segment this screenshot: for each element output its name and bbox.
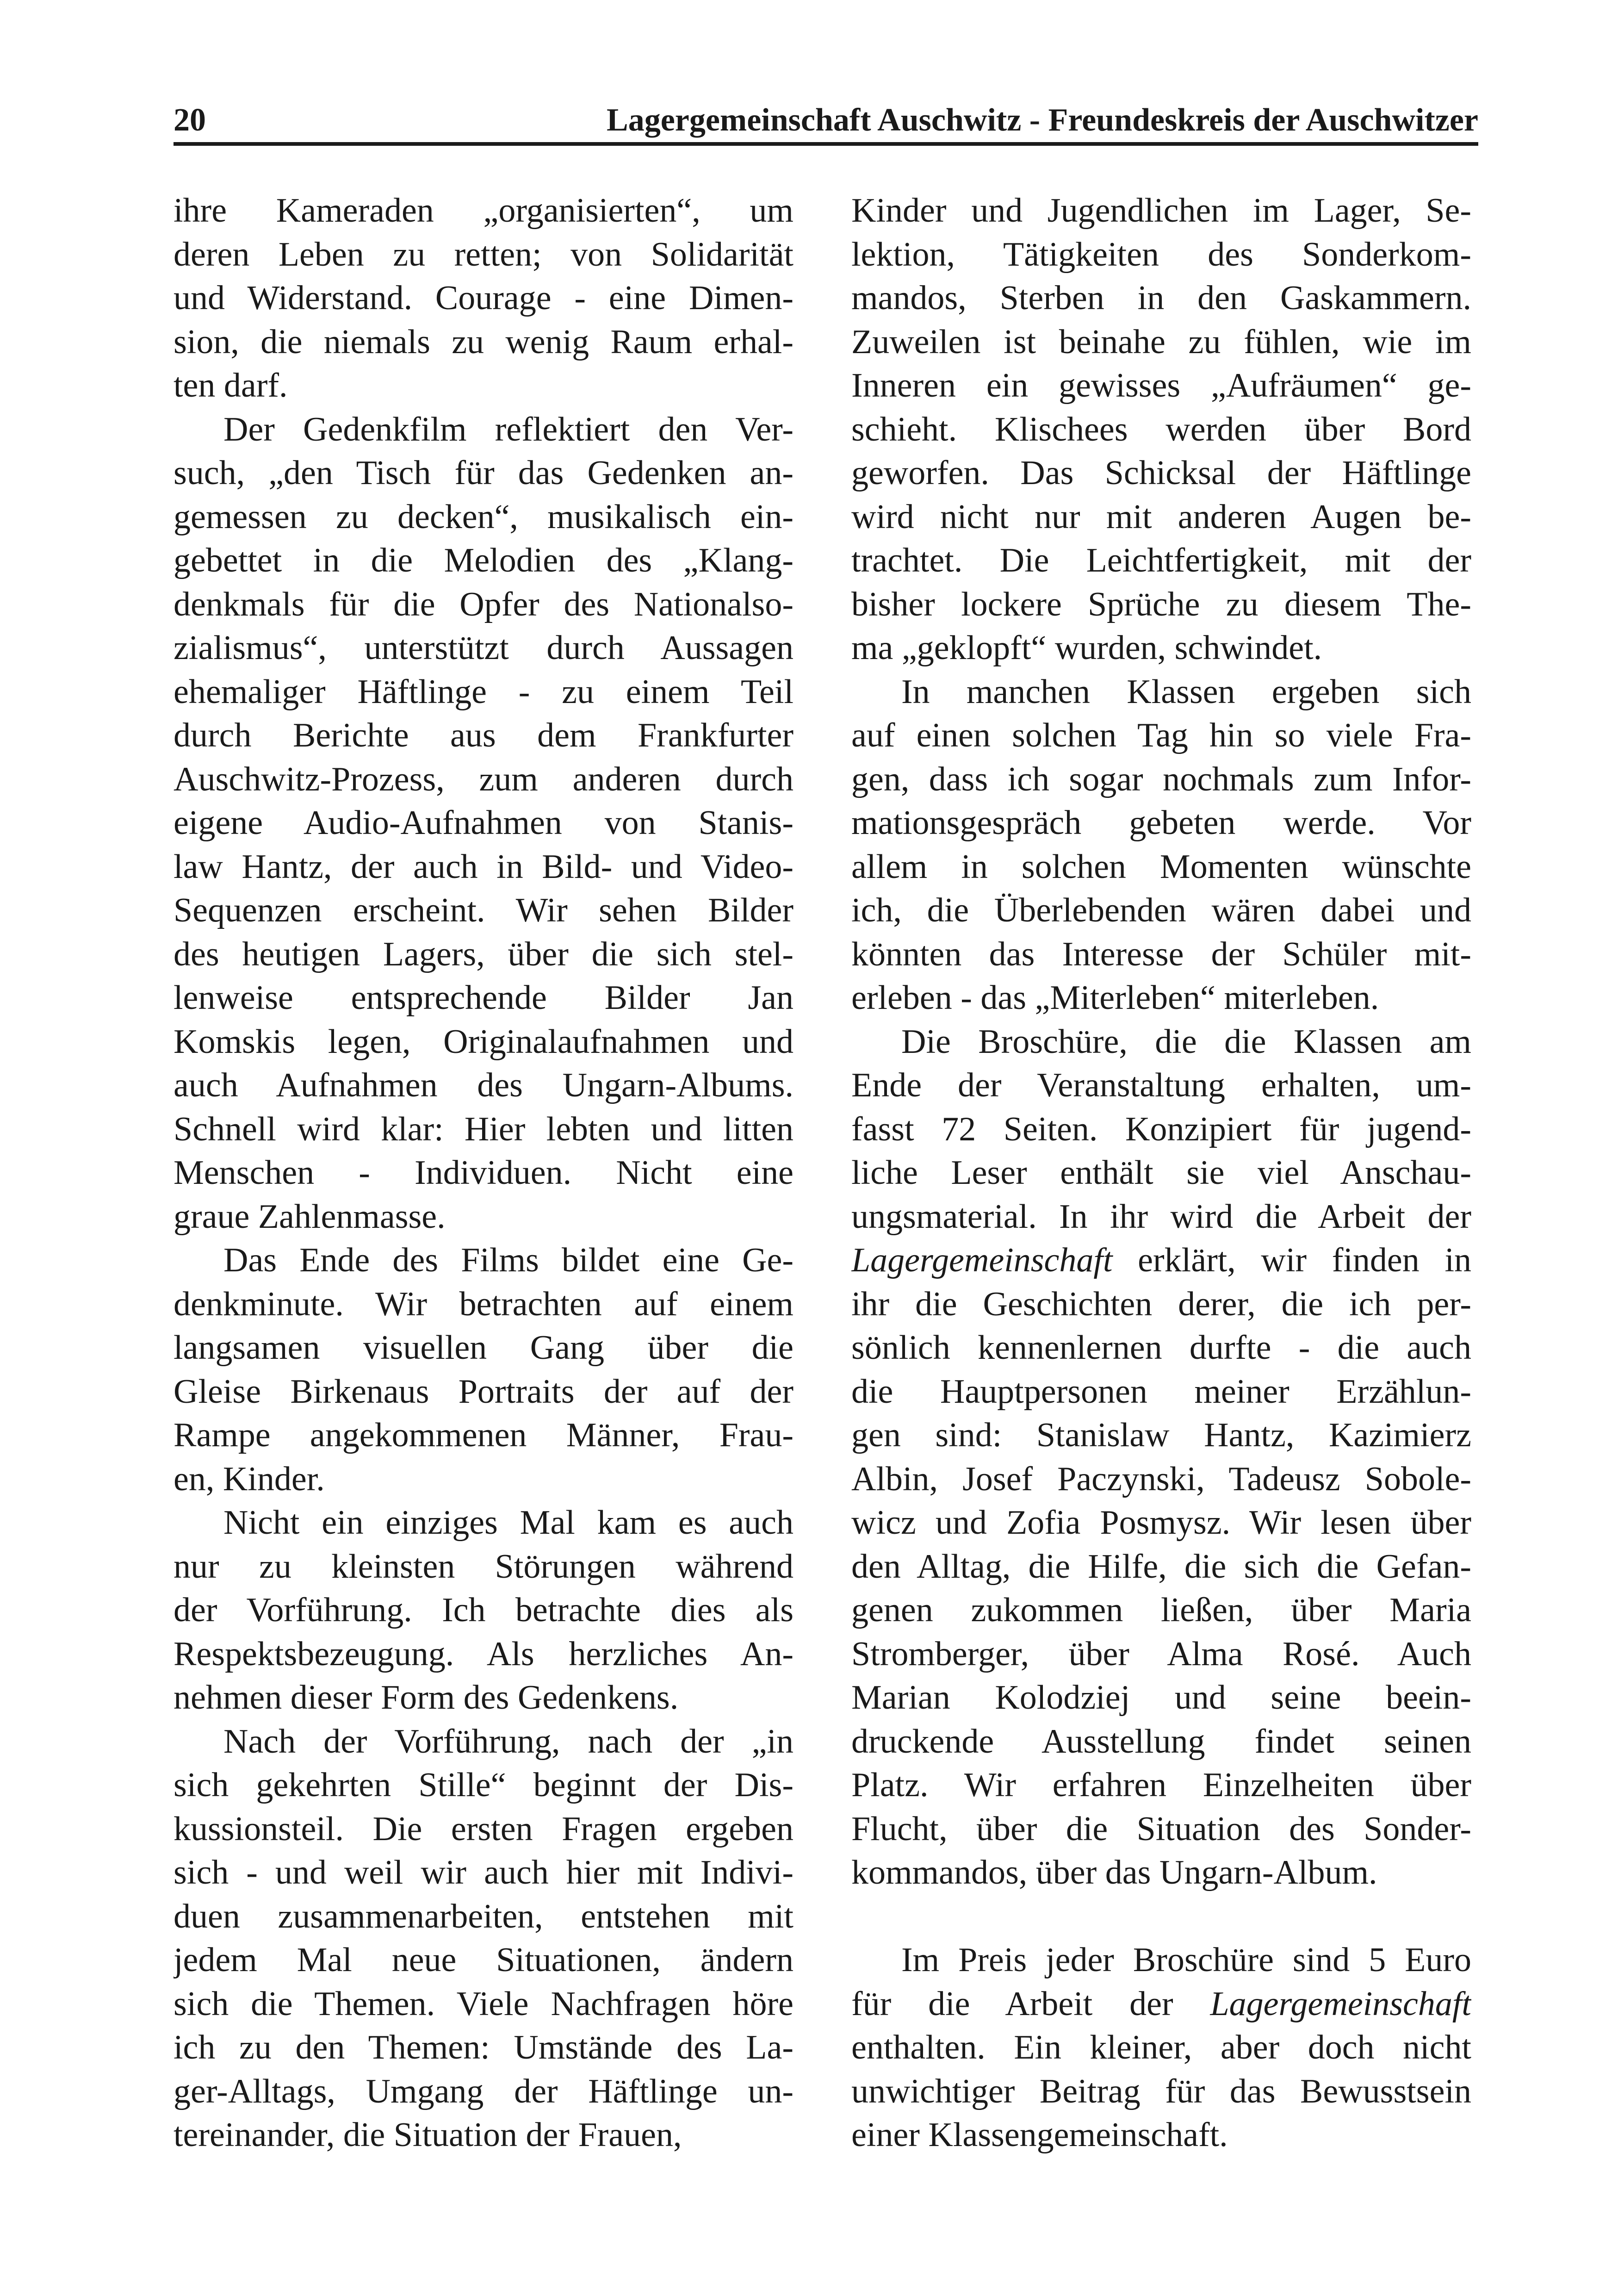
text-line: gemessen zu decken“, musikalisch ein-: [174, 498, 794, 536]
text-line: graue Zahlenmasse.: [174, 1197, 446, 1236]
page-number: 20: [174, 102, 206, 138]
text-line: ungsmaterial. In ihr wird die Arbeit der: [851, 1197, 1471, 1236]
text-line: und Widerstand. Courage - eine Dimen-: [174, 279, 794, 317]
text-line: Ende der Veranstaltung erhalten, um-: [851, 1066, 1471, 1104]
text-line: denkmals für die Opfer des Nationalso-: [174, 585, 794, 623]
text-line: zialismus“, unterstützt durch Aussagen: [174, 629, 794, 667]
text-line: jedem Mal neue Situationen, ändern: [174, 1941, 794, 1979]
text-line: des heutigen Lagers, über die sich stel-: [174, 935, 794, 973]
text-line: die Hauptpersonen meiner Erzählun-: [851, 1372, 1471, 1411]
text-line: Schnell wird klar: Hier lebten und litten: [174, 1110, 794, 1148]
text-line: Menschen - Individuen. Nicht eine: [174, 1154, 794, 1192]
text-line: Die Broschüre, die die Klassen am: [901, 1022, 1471, 1061]
text-line: für die Arbeit der Lagergemeinschaft: [851, 1985, 1471, 2023]
text-line: lektion, Tätigkeiten des Sonderkom-: [851, 235, 1471, 274]
text-line: sönlich kennenlernen durfte - die auch: [851, 1329, 1471, 1367]
italic-term: Lagergemeinschaft: [851, 1241, 1113, 1279]
text-line: geworfen. Das Schicksal der Häftlinge: [851, 454, 1471, 492]
text-line: kommandos, über das Ungarn-Album.: [851, 1854, 1377, 1892]
text-line: Rampe angekommenen Männer, Frau-: [174, 1416, 794, 1454]
text-line: bisher lockere Sprüche zu diesem The-: [851, 585, 1471, 623]
text-line: wird nicht nur mit anderen Augen be-: [851, 498, 1471, 536]
italic-term: Lagergemeinschaft: [1210, 1985, 1471, 2023]
text-line: such, „den Tisch für das Gedenken an-: [174, 454, 794, 492]
text-line: sich die Themen. Viele Nachfragen höre: [174, 1985, 794, 2023]
text-line: Stromberger, über Alma Rosé. Auch: [851, 1635, 1471, 1673]
text-line: durch Berichte aus dem Frankfurter: [174, 716, 794, 754]
text-line: Nach der Vorführung, nach der „in: [223, 1722, 794, 1761]
text-line: deren Leben zu retten; von Solidarität: [174, 235, 794, 274]
text-line: Gleise Birkenaus Portraits der auf der: [174, 1372, 794, 1411]
text-line: Lagergemeinschaft erklärt, wir finden in: [851, 1241, 1471, 1279]
text-line: sich - und weil wir auch hier mit Indivi-: [174, 1854, 794, 1892]
text-line: ten darf.: [174, 367, 288, 404]
text-line: Zuweilen ist beinahe zu fühlen, wie im: [851, 323, 1471, 361]
text-line: ihr die Geschichten derer, die ich per-: [851, 1285, 1471, 1323]
text-line: gen sind: Stanislaw Hantz, Kazimierz: [851, 1416, 1471, 1454]
text-line: schieht. Klischees werden über Bord: [851, 410, 1471, 448]
text-line: gebettet in die Melodien des „Klang-: [174, 541, 794, 579]
text-line: mationsgespräch gebeten werde. Vor: [851, 804, 1471, 842]
text-line: Im Preis jeder Broschüre sind 5 Euro: [901, 1941, 1471, 1979]
text-line: nehmen dieser Form des Gedenkens.: [174, 1679, 679, 1717]
text-line: genen zukommen ließen, über Maria: [851, 1591, 1471, 1629]
text-line: auf einen solchen Tag hin so viele Fra-: [851, 716, 1471, 754]
page-header: [174, 95, 1478, 146]
text-line: Komskis legen, Originalaufnahmen und: [174, 1022, 794, 1061]
text-line: langsamen visuellen Gang über die: [174, 1329, 794, 1367]
text-line: unwichtiger Beitrag für das Bewusstsein: [851, 2072, 1471, 2110]
text-line: gen, dass ich sogar nochmals zum Infor-: [851, 760, 1471, 798]
text-line: duen zusammenarbeiten, entstehen mit: [174, 1897, 794, 1935]
text-line: Auschwitz-Prozess, zum anderen durch: [174, 760, 794, 798]
text-line: law Hantz, der auch in Bild- und Video-: [174, 847, 794, 886]
text-line: Flucht, über die Situation des Sonder-: [851, 1810, 1471, 1848]
text-line: ich zu den Themen: Umstände des La-: [174, 2028, 794, 2066]
text-line: sion, die niemals zu wenig Raum erhal-: [174, 323, 794, 361]
text-line: Albin, Josef Paczynski, Tadeusz Sobole-: [851, 1460, 1471, 1498]
text-line: Der Gedenkfilm reflektiert den Ver-: [223, 410, 794, 448]
text-line: trachtet. Die Leichtfertigkeit, mit der: [851, 541, 1471, 579]
text-line: en, Kinder.: [174, 1460, 325, 1498]
text-line: sich gekehrten Stille“ beginnt der Dis-: [174, 1766, 794, 1804]
text-line: ma „geklopft“ wurden, schwindet.: [851, 629, 1322, 667]
running-title: Lagergemeinschaft Auschwitz - Freundeskreis der Auschwitzer: [607, 102, 1478, 138]
text-line: ger-Alltags, Umgang der Häftlinge un-: [174, 2072, 794, 2110]
text-line: wicz und Zofia Posmysz. Wir lesen über: [851, 1504, 1471, 1542]
text-line: Marian Kolodziej und seine beein-: [851, 1679, 1471, 1717]
text-line: Platz. Wir erfahren Einzelheiten über: [851, 1766, 1471, 1804]
text-line: Kinder und Jugendlichen im Lager, Se-: [851, 192, 1471, 230]
text-line: eigene Audio-Aufnahmen von Stanis-: [174, 804, 794, 842]
text-line: lenweise entsprechende Bilder Jan: [174, 979, 794, 1017]
text-line: Nicht ein einziges Mal kam es auch: [223, 1504, 794, 1542]
text-line: druckende Ausstellung findet seinen: [851, 1722, 1471, 1761]
text-line: fasst 72 Seiten. Konzipiert für jugend-: [851, 1110, 1471, 1148]
text-line: den Alltag, die Hilfe, die sich die Gefan-: [851, 1547, 1471, 1586]
text-line: Sequenzen erscheint. Wir sehen Bilder: [174, 891, 794, 929]
text-line: einer Klassengemeinschaft.: [851, 2116, 1228, 2154]
text-line: tereinander, die Situation der Frauen,: [174, 2116, 682, 2154]
text-line: der Vorführung. Ich betrachte dies als: [174, 1591, 794, 1629]
text-line: ehemaliger Häftlinge - zu einem Teil: [174, 672, 794, 711]
text-line: kussionsteil. Die ersten Fragen ergeben: [174, 1810, 794, 1848]
text-line: enthalten. Ein kleiner, aber doch nicht: [851, 2028, 1471, 2066]
text-line: erleben - das „Miterleben“ miterleben.: [851, 979, 1379, 1017]
text-line: liche Leser enthält sie viel Anschau-: [851, 1154, 1471, 1192]
text-line: allem in solchen Momenten wünschte: [851, 847, 1471, 886]
text-line: ihre Kameraden „organisierten“, um: [174, 192, 794, 230]
text-line: Respektsbezeugung. Als herzliches An-: [174, 1635, 794, 1673]
left-column: [174, 189, 794, 2157]
text-line: Inneren ein gewisses „Aufräumen“ ge-: [851, 367, 1471, 404]
text-line: ich, die Überlebenden wären dabei und: [851, 891, 1471, 929]
text-line: denkminute. Wir betrachten auf einem: [174, 1285, 794, 1323]
right-column: [851, 189, 1471, 2157]
text-line: In manchen Klassen ergeben sich: [901, 672, 1471, 711]
text-line: nur zu kleinsten Störungen während: [174, 1547, 794, 1586]
text-line: auch Aufnahmen des Ungarn-Albums.: [174, 1066, 794, 1104]
text-line: mandos, Sterben in den Gaskammern.: [851, 279, 1471, 317]
text-line: könnten das Interesse der Schüler mit-: [851, 935, 1471, 973]
text-line: Das Ende des Films bildet eine Ge-: [223, 1241, 794, 1279]
